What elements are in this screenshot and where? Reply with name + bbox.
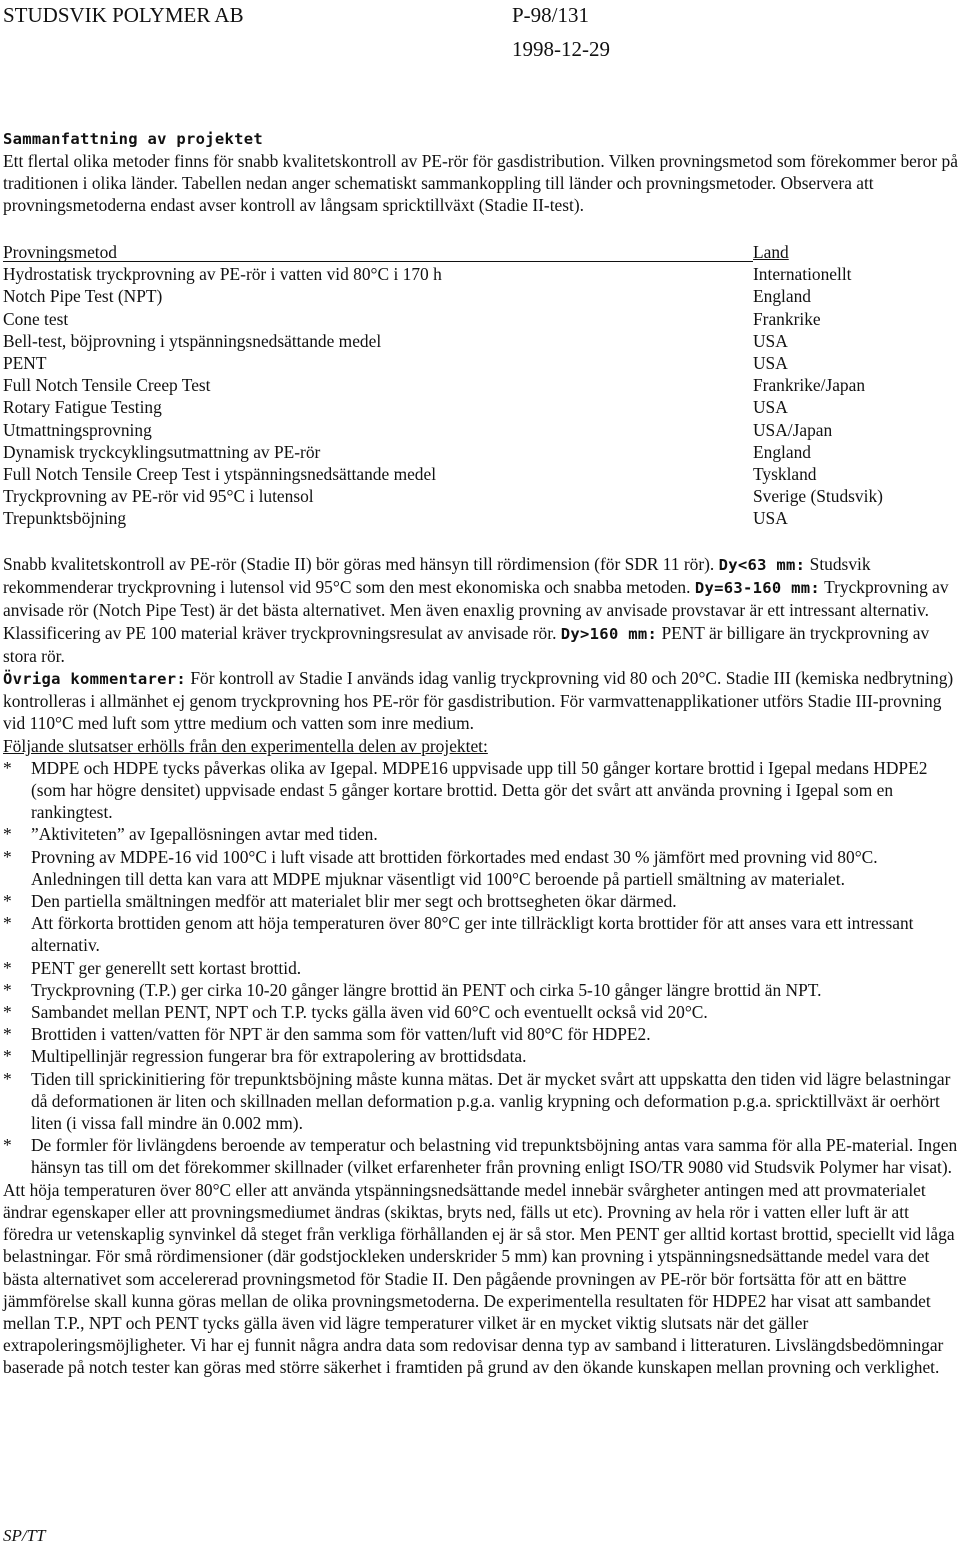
method-cell: Dynamisk tryckcyklingsutmattning av PE-rör: [3, 441, 321, 462]
report-number: P-98/131: [512, 3, 590, 27]
country-cell: Tyskland: [753, 463, 817, 484]
country-cell: Frankrike: [753, 308, 821, 329]
list-item: [3, 957, 960, 979]
bullet-marker: *: [3, 1024, 12, 1045]
table-row: [3, 308, 960, 330]
method-cell: Bell-test, böjprovning i ytspänningsnedsättande medel: [3, 330, 382, 351]
method-cell: Trepunktsböjning: [3, 508, 127, 529]
company-name: STUDSVIK POLYMER AB: [3, 3, 244, 27]
body-text: [3, 553, 960, 1379]
country-cell: Frankrike/Japan: [753, 375, 866, 396]
list-item: [3, 757, 960, 824]
bullet-text: Provning av MDPE-16 vid 100°C i luft visade att brottiden förkortades med endast 30 % jämfört med provning vid 80°C. Anledningen till detta kan vara att MDPE mjuknar väsentligt vid 100°C beroende på partiell smältning av materialet.: [31, 846, 878, 889]
bullet-marker: *: [3, 891, 12, 912]
bullet-text: Tiden till sprickinitiering för trepunktsböjning måste kunna mätas. Det är mycket svårt att uppskatta den tiden vid lägre belastningar då deformationen är liten och skillnaden mellan deformation p.g.a. vanlig krypning och deformation p.g.a. spricktillväxt är oerhört liten (i vissa fall mindre än 0.002 mm).: [31, 1068, 951, 1134]
conclusions-heading: Följande slutsatser erhölls från den experimentella delen av projektet:: [3, 735, 488, 756]
closing-paragraph: Att höja temperaturen över 80°C eller att använda ytspänningsnedsättande medel innebär svårgheter antingen med att provmaterialet ändrar egenskaper eller att provningsmediumet ändras (skiktas, bryts ned, fälls ut etc). Provning av hela rör i vatten eller luft är att föredra ur vetenskaplig synvinkel då steget från verkliga förhållanden ej är så stor. Men PENT ger alltid kortast brottid, speciellt vid låga belastningar. För små rördimensioner (där godstjockleken underskrider 5 mm) kan provning i ytspänningsnedsättande medel vara det bästa alternativet som accelererad provningsmetod för Stadie II. Den pågående provningen av PE-rör bör fortsätta för att en bättre jämmförelse skall kunna göras mellan de olika provningsmetoderna. De experimentella resultaten för HDPE2 har visat att sambandet mellan T.P., NPT och PENT tycks gälla även vid lägre temperaturer vilket är en mycket viktig slutsats när det gäller extrapoleringsmöjligheter. Vi har ej funnit några andra data som redovisar denna typ av samband i litteraturen. Livslängdsbedömningar baserade på notch tester kan göras med större säkerhet i framtiden på grund av den ökande kunskapen mellan provning och verklighet.: [3, 1179, 955, 1378]
bullet-marker: *: [3, 1068, 12, 1089]
dy63-text: Studsvik rekommenderar tryckprovning i lutensol vid 95°C som den mest ekonomiska och snabba metoden.: [3, 554, 871, 598]
table-row: [3, 396, 960, 418]
method-cell: Utmattningsprovning: [3, 419, 152, 440]
bullet-text: De formler för livlängdens beroende av temperatur och belastning vid trepunktsböjning antas vara samma för alla PE-material. Ingen hänsyn tas till om det förekommer skillnader (vilket erfarenheter från provning enligt ISO/TR 9080 vid Studsvik Polymer har visat).: [31, 1135, 958, 1178]
bullet-marker: *: [3, 1046, 12, 1067]
list-item: [3, 823, 960, 845]
bullet-marker: *: [3, 957, 12, 978]
method-cell: Notch Pipe Test (NPT): [3, 286, 163, 307]
list-item: [3, 1001, 960, 1023]
method-cell: Full Notch Tensile Creep Test: [3, 375, 211, 396]
table-row: [3, 441, 960, 463]
dy63-label: Dy<63 mm:: [718, 556, 806, 574]
list-item: [3, 1134, 960, 1178]
bullet-marker: *: [3, 757, 12, 778]
country-cell: USA/Japan: [753, 419, 833, 440]
method-cell: Full Notch Tensile Creep Test i ytspänningsnedsättande medel: [3, 463, 437, 484]
dy160-label: Dy>160 mm:: [560, 624, 658, 643]
table-row: [3, 485, 960, 507]
table-row: [3, 374, 960, 396]
country-cell: USA: [753, 330, 788, 351]
list-item: [3, 1045, 960, 1067]
table-header-row: [3, 241, 960, 263]
country-cell: Internationellt: [753, 264, 852, 285]
bullet-text: Den partiella smältningen medför att materialet blir mer segt och brottsegheten ökar därmed.: [31, 891, 677, 912]
dy160-text: PENT är billigare än tryckprovning av stora rör.: [3, 622, 930, 666]
bullet-text: ”Aktiviteten” av Igepallösningen avtar med tiden.: [31, 824, 378, 845]
other-comments-paragraph: [3, 667, 960, 735]
country-cell: USA: [753, 352, 788, 373]
report-date: 1998-12-29: [512, 37, 610, 61]
bullet-marker: *: [3, 1135, 12, 1156]
table-row: [3, 285, 960, 307]
method-cell: PENT: [3, 352, 47, 373]
country-cell: Sverige (Studsvik): [753, 486, 883, 507]
other-comments-label: Övriga kommentarer:: [3, 670, 187, 689]
list-item: [3, 1068, 960, 1135]
table-row: [3, 263, 960, 285]
list-item: [3, 890, 960, 912]
country-cell: USA: [753, 508, 788, 529]
author-initials: SP/TT: [3, 1526, 46, 1545]
column-header-country: Land: [753, 242, 789, 262]
bullet-marker: *: [3, 1002, 12, 1023]
table-body: [3, 263, 960, 529]
bullet-text: Tryckprovning (T.P.) ger cirka 10-20 gånger längre brottid än PENT och cirka 5-10 gånger längre brottid än NPT.: [31, 979, 822, 1000]
bullet-marker: *: [3, 979, 12, 1000]
list-item: [3, 979, 960, 1001]
dy63-160-text: Tryckprovning av anvisade rör (Notch Pipe Test) är det bästa alternativet. Men även enaxlig provning av anvisade provstavar är ett intressant alternativ. Klassificering av PE 100 material kräver tryckprovningsresulat av anvisade rör.: [3, 577, 949, 643]
table-row: [3, 507, 960, 529]
recommendation-intro: Snabb kvalitetskontroll av PE-rör (Stadie II) bör göras med hänsyn till rördimension (för SDR 11 rör).: [3, 554, 719, 574]
bullet-text: Sambandet mellan PENT, NPT och T.P. tycks gälla även vid 60°C och eventuellt också vid 20°C.: [31, 1002, 708, 1023]
table-row: [3, 352, 960, 374]
list-item: [3, 912, 960, 956]
list-item: [3, 846, 960, 890]
method-cell: Hydrostatisk tryckprovning av PE-rör i vatten vid 80°C i 170 h: [3, 264, 442, 285]
bullet-text: Multipellinjär regression fungerar bra för extrapolering av brottidsdata.: [31, 1046, 527, 1067]
bullet-marker: *: [3, 846, 12, 867]
method-cell: Tryckprovning av PE-rör vid 95°C i lutensol: [3, 486, 314, 507]
bullet-text: PENT ger generellt sett kortast brottid.: [31, 957, 302, 978]
table-row: [3, 419, 960, 441]
bullet-text: Att förkorta brottiden genom att höja temperaturen över 80°C ger inte tillräckligt korta brottider för att anses vara ett intressant alternativ.: [31, 913, 914, 956]
table-row: [3, 463, 960, 485]
country-cell: England: [753, 441, 811, 462]
methods-table: [3, 241, 960, 529]
summary-intro: Ett flertal olika metoder finns för snabb kvalitetskontroll av PE-rör för gasdistribution. Vilken provningsmetod som förekommer beror på traditionen i olika länder. Tabellen nedan anger schematiskt sammankoppling till länder och provningsmetoder. Observera att provningsmetoderna endast avser kontroll av långsam spricktillväxt (Stadie II-test).: [3, 151, 958, 216]
summary-title: Sammanfattning av projektet: [3, 130, 264, 148]
table-row: [3, 330, 960, 352]
bullet-text: Brottiden i vatten/vatten för NPT är den samma som för vatten/luft vid 80°C för HDPE2.: [31, 1024, 651, 1045]
country-cell: England: [753, 286, 811, 307]
other-comments-text: För kontroll av Stadie I används idag vanlig tryckprovning vid 80 och 20°C. Stadie III (kemiska nedbrytning) kontrolleras i allmänhet ej genom tryckprovning hos PE-rör för gasdistribution. För varmvattenapplikationer utförs Stadie III-provning vid 110°C med luft som yttre medium och vatten som inre medium.: [3, 668, 954, 734]
bullet-text: MDPE och HDPE tycks påverkas olika av Igepal. MDPE16 uppvisade upp till 50 gånger kortare brottid i Igepal medans HDPE2 (som har högre densitet) uppvisade endast 5 gånger kortare brottid. Detta gör det svårt att använda provning i Igepal som en rankingtest.: [31, 757, 928, 823]
list-item: [3, 1023, 960, 1045]
method-cell: Cone test: [3, 308, 69, 329]
method-cell: Rotary Fatigue Testing: [3, 397, 162, 418]
country-cell: USA: [753, 397, 788, 418]
bullet-marker: *: [3, 824, 12, 845]
column-header-method: Provningsmetod: [3, 241, 753, 262]
conclusions-list: [3, 757, 960, 1179]
recommendations-paragraph: [3, 553, 960, 667]
bullet-marker: *: [3, 913, 12, 934]
dy63-160-label: Dy=63-160 mm:: [694, 579, 821, 598]
